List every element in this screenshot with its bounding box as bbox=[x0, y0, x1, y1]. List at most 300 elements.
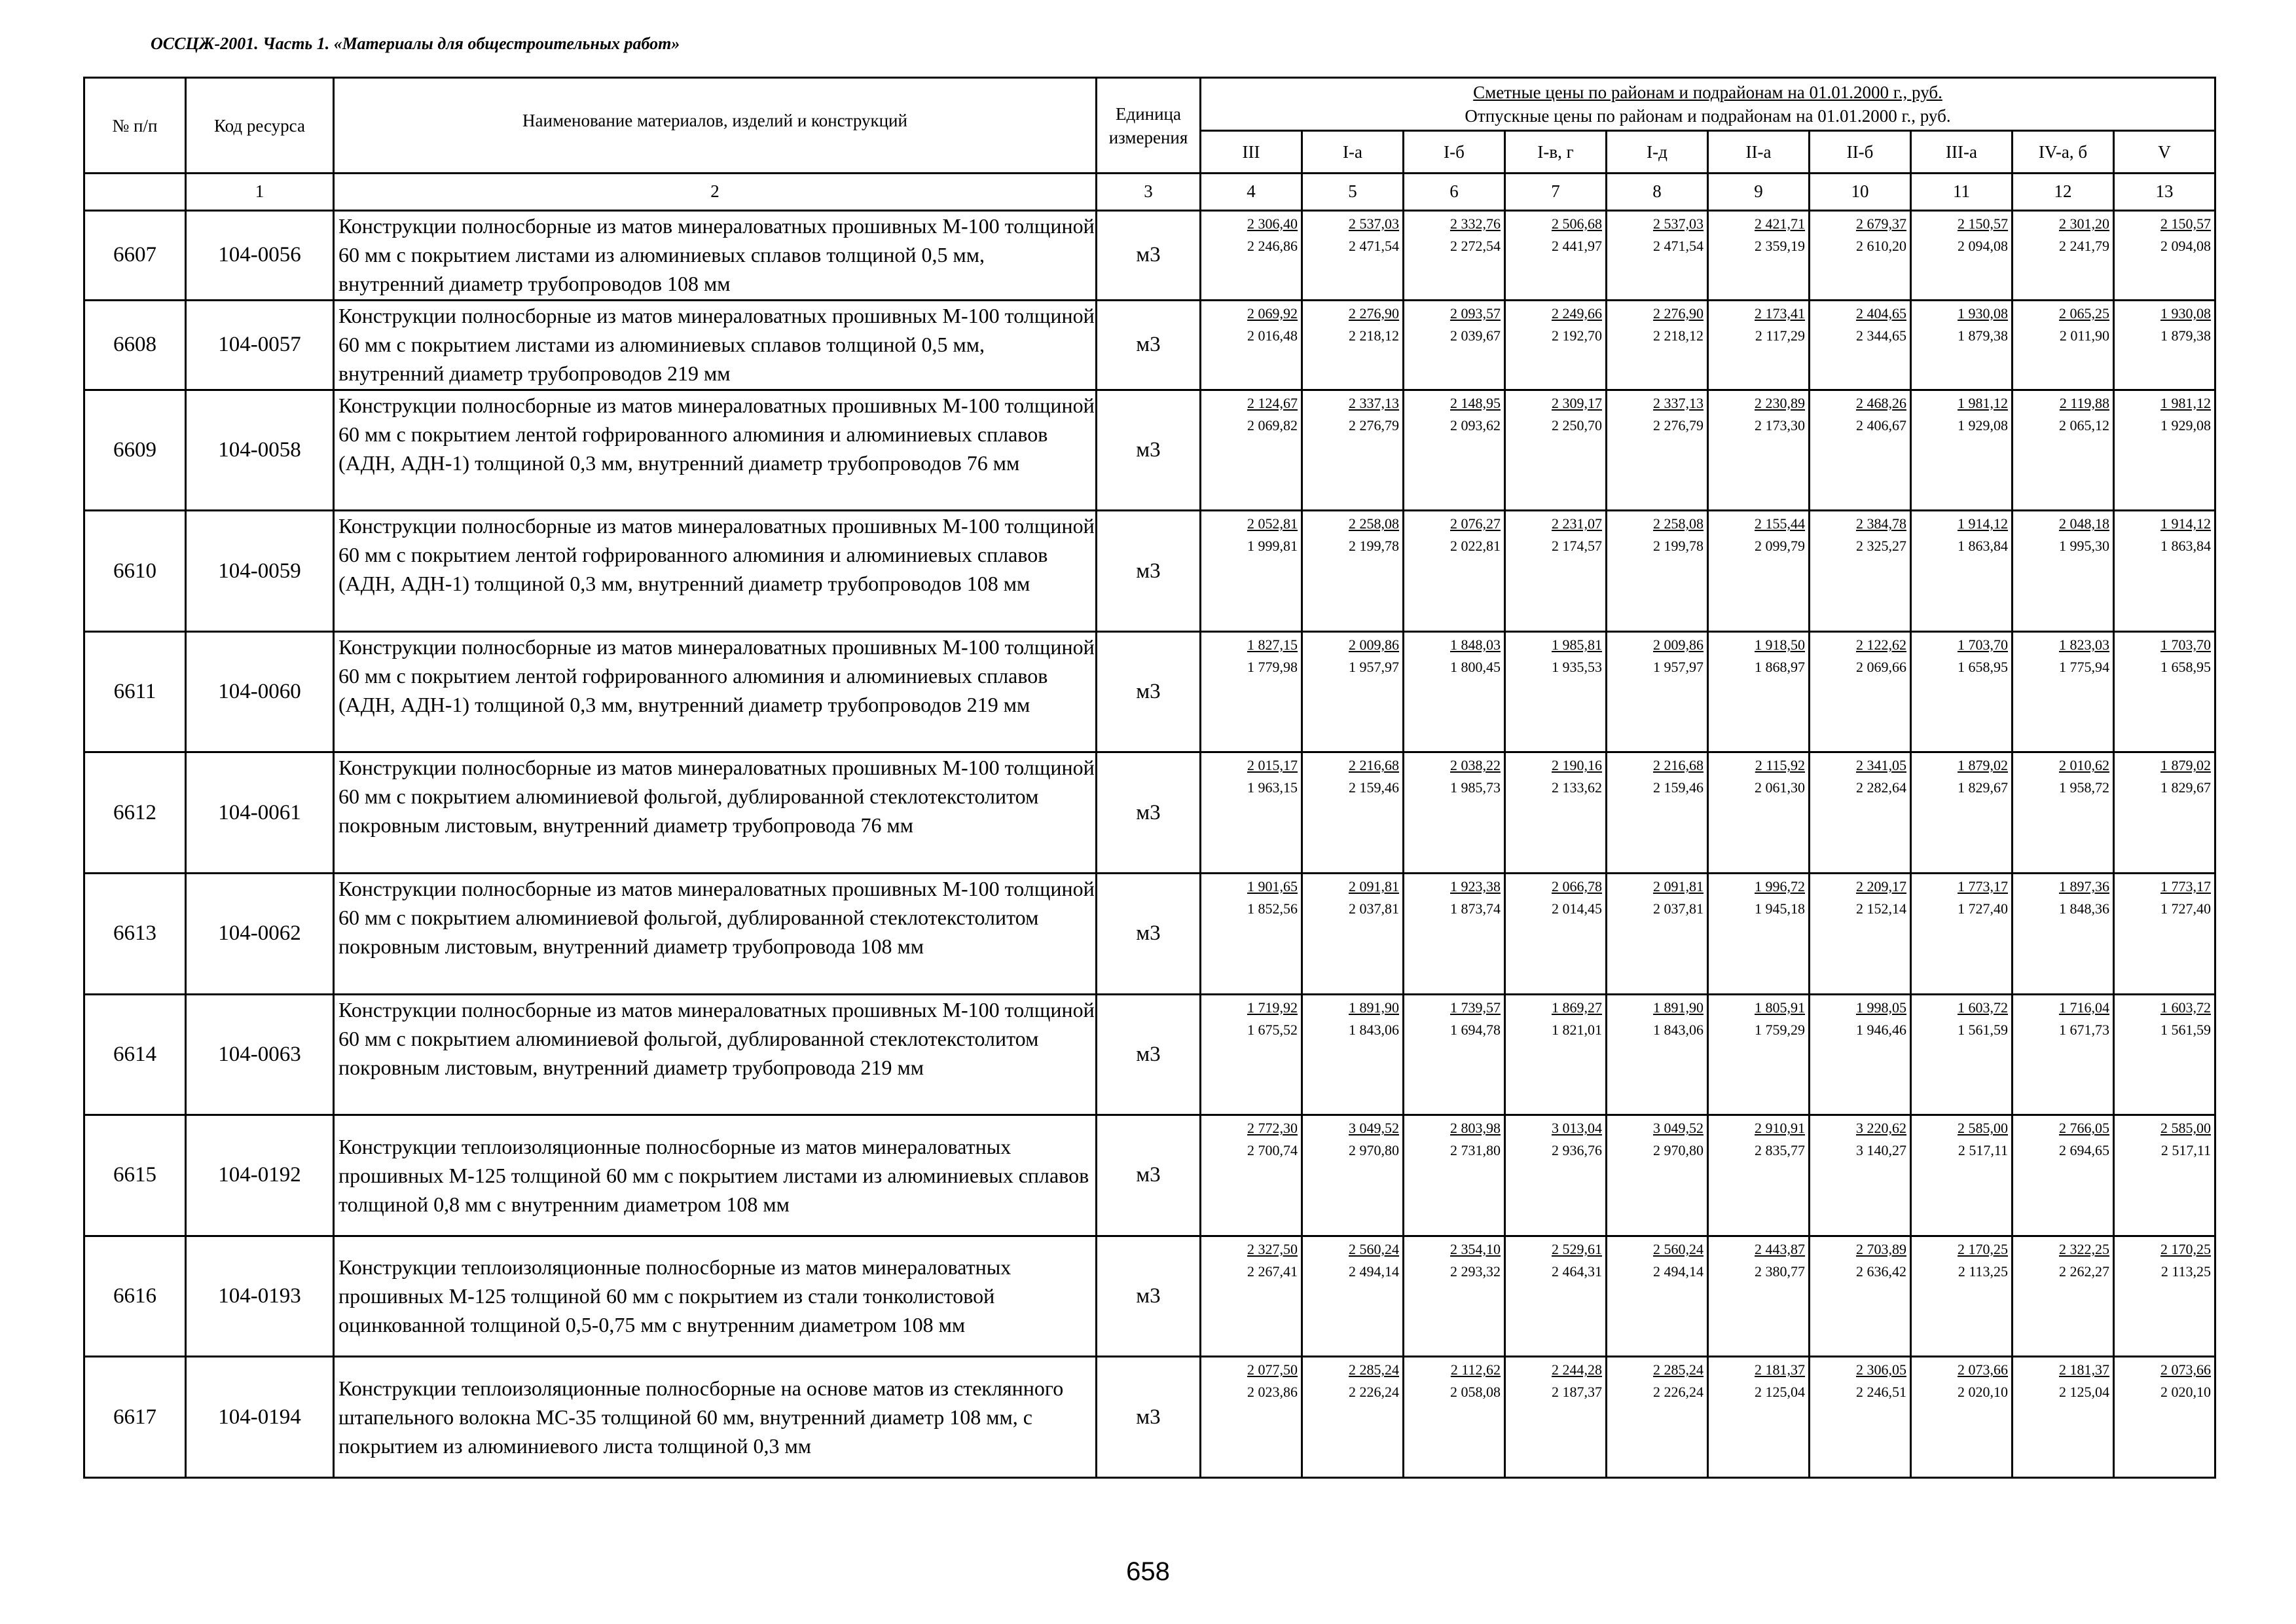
estimated-price: 1 998,05 bbox=[1856, 999, 1906, 1016]
price-cell bbox=[2013, 752, 2114, 874]
estimated-price: 2 038,22 bbox=[1450, 757, 1501, 774]
estimated-price: 2 421,71 bbox=[1755, 215, 1805, 232]
wholesale-price: 1 779,98 bbox=[1247, 658, 1298, 675]
table-row bbox=[84, 752, 2215, 874]
header-name: Наименование материалов, изделий и конструкций bbox=[334, 78, 1097, 174]
price-cell bbox=[1201, 994, 1302, 1115]
estimated-price: 2 560,24 bbox=[1653, 1240, 1704, 1257]
header-region: I-в, г bbox=[1505, 131, 1607, 174]
price-cell bbox=[1404, 210, 1505, 300]
estimated-price: 2 124,67 bbox=[1247, 394, 1298, 411]
price-cell bbox=[1911, 390, 2013, 511]
wholesale-price: 2 011,90 bbox=[2059, 327, 2109, 344]
wholesale-price: 2 094,08 bbox=[1958, 237, 2008, 254]
wholesale-price: 2 023,86 bbox=[1247, 1384, 1298, 1401]
price-cell bbox=[1708, 210, 1810, 300]
unit: м3 bbox=[1097, 1236, 1201, 1357]
column-number: 11 bbox=[1911, 174, 2013, 211]
estimated-price: 2 091,81 bbox=[1653, 877, 1704, 895]
estimated-price: 2 190,16 bbox=[1552, 757, 1602, 774]
estimated-price: 2 585,00 bbox=[2160, 1120, 2211, 1137]
price-cell bbox=[1607, 1357, 1708, 1478]
price-cell bbox=[1505, 390, 1607, 511]
price-cell bbox=[1404, 752, 1505, 874]
header-region: IV-а, б bbox=[2013, 131, 2114, 174]
estimated-price: 2 703,89 bbox=[1856, 1240, 1906, 1257]
price-cell bbox=[1607, 631, 1708, 752]
price-cell bbox=[1505, 994, 1607, 1115]
header-region: I-д bbox=[1607, 131, 1708, 174]
row-number: 6609 bbox=[84, 390, 186, 511]
wholesale-price: 2 700,74 bbox=[1247, 1142, 1298, 1159]
header-region: V bbox=[2114, 131, 2215, 174]
estimated-price: 1 848,03 bbox=[1450, 636, 1501, 653]
wholesale-price: 2 226,24 bbox=[1349, 1384, 1399, 1401]
estimated-price: 2 585,00 bbox=[1958, 1120, 2008, 1137]
wholesale-price: 1 873,74 bbox=[1450, 900, 1501, 917]
wholesale-price: 1 879,38 bbox=[2160, 327, 2211, 344]
estimated-price: 2 155,44 bbox=[1755, 515, 1805, 532]
material-name: Конструкции полносборные из матов минераловатных прошивных М-100 толщиной 60 мм с покрытием алюминиевой фольгой, дублированной стеклотекстолитом покровным листовым, внутренний диаметр трубопровода 108 мм bbox=[334, 873, 1097, 994]
row-number: 6607 bbox=[84, 210, 186, 300]
wholesale-price: 2 246,51 bbox=[1856, 1384, 1906, 1401]
wholesale-price: 2 325,27 bbox=[1856, 538, 1906, 555]
wholesale-price: 1 675,52 bbox=[1247, 1021, 1298, 1038]
estimated-price: 2 048,18 bbox=[2059, 515, 2109, 532]
wholesale-price: 3 140,27 bbox=[1856, 1142, 1906, 1159]
estimated-price: 2 276,90 bbox=[1349, 304, 1399, 322]
estimated-price: 2 301,20 bbox=[2059, 215, 2109, 232]
estimated-price: 1 914,12 bbox=[2160, 515, 2211, 532]
estimated-price: 2 910,91 bbox=[1755, 1120, 1805, 1137]
wholesale-price: 2 835,77 bbox=[1755, 1142, 1805, 1159]
price-cell bbox=[1302, 1115, 1404, 1236]
wholesale-price: 2 276,79 bbox=[1653, 416, 1704, 434]
estimated-price: 2 337,13 bbox=[1349, 394, 1399, 411]
price-cell bbox=[1201, 300, 1302, 390]
price-cell bbox=[1505, 873, 1607, 994]
estimated-price: 3 013,04 bbox=[1552, 1120, 1602, 1137]
unit: м3 bbox=[1097, 1115, 1201, 1236]
price-cell bbox=[1505, 300, 1607, 390]
header-prices-estimated: Сметные цены по районам и подрайонам на 01.01.2000 г., руб. bbox=[1473, 83, 1942, 103]
estimated-price: 1 879,02 bbox=[1958, 757, 2008, 774]
estimated-price: 2 766,05 bbox=[2059, 1120, 2109, 1137]
price-cell bbox=[2114, 1236, 2215, 1357]
wholesale-price: 1 759,29 bbox=[1755, 1021, 1805, 1038]
table-row bbox=[84, 873, 2215, 994]
estimated-price: 1 981,12 bbox=[1958, 394, 2008, 411]
estimated-price: 2 181,37 bbox=[2059, 1361, 2109, 1378]
estimated-price: 2 772,30 bbox=[1247, 1120, 1298, 1137]
wholesale-price: 2 037,81 bbox=[1653, 900, 1704, 917]
price-cell bbox=[1810, 390, 1911, 511]
resource-code: 104-0058 bbox=[186, 390, 334, 511]
estimated-price: 1 985,81 bbox=[1552, 636, 1602, 653]
wholesale-price: 2 133,62 bbox=[1552, 779, 1602, 796]
resource-code: 104-0062 bbox=[186, 873, 334, 994]
estimated-price: 1 773,17 bbox=[1958, 877, 2008, 895]
estimated-price: 2 230,89 bbox=[1755, 394, 1805, 411]
wholesale-price: 2 441,97 bbox=[1552, 237, 1602, 254]
table-row bbox=[84, 1115, 2215, 1236]
column-number: 2 bbox=[334, 174, 1097, 211]
unit: м3 bbox=[1097, 511, 1201, 632]
wholesale-price: 2 094,08 bbox=[2160, 237, 2211, 254]
price-cell bbox=[1607, 1115, 1708, 1236]
estimated-price: 2 122,62 bbox=[1856, 636, 1906, 653]
price-cell bbox=[1201, 752, 1302, 874]
estimated-price: 2 077,50 bbox=[1247, 1361, 1298, 1378]
price-cell bbox=[1302, 873, 1404, 994]
wholesale-price: 2 199,78 bbox=[1653, 538, 1704, 555]
price-cell bbox=[2114, 210, 2215, 300]
wholesale-price: 1 945,18 bbox=[1755, 900, 1805, 917]
estimated-price: 1 603,72 bbox=[2160, 999, 2211, 1016]
estimated-price: 1 918,50 bbox=[1755, 636, 1805, 653]
estimated-price: 2 209,17 bbox=[1856, 877, 1906, 895]
price-cell bbox=[1302, 631, 1404, 752]
estimated-price: 1 719,92 bbox=[1247, 999, 1298, 1016]
table-row bbox=[84, 210, 2215, 300]
header-num: № п/п bbox=[84, 78, 186, 174]
resource-code: 104-0056 bbox=[186, 210, 334, 300]
wholesale-price: 1 694,78 bbox=[1450, 1021, 1501, 1038]
estimated-price: 2 537,03 bbox=[1653, 215, 1704, 232]
price-cell bbox=[2114, 994, 2215, 1115]
wholesale-price: 2 069,66 bbox=[1856, 658, 1906, 675]
price-table bbox=[83, 77, 2216, 1479]
table-row bbox=[84, 511, 2215, 632]
estimated-price: 1 703,70 bbox=[2160, 636, 2211, 653]
row-number: 6608 bbox=[84, 300, 186, 390]
resource-code: 104-0193 bbox=[186, 1236, 334, 1357]
row-number: 6614 bbox=[84, 994, 186, 1115]
estimated-price: 1 891,90 bbox=[1653, 999, 1704, 1016]
material-name: Конструкции полносборные из матов минераловатных прошивных М-100 толщиной 60 мм с покрытием лентой гофрированного алюминия и алюминиевых сплавов (АДН, АДН-1) толщиной 0,3 мм, внутренний диаметр трубопроводов 219 мм bbox=[334, 631, 1097, 752]
price-cell bbox=[1810, 873, 1911, 994]
estimated-price: 2 384,78 bbox=[1856, 515, 1906, 532]
wholesale-price: 2 464,31 bbox=[1552, 1263, 1602, 1280]
estimated-price: 1 805,91 bbox=[1755, 999, 1805, 1016]
estimated-price: 2 276,90 bbox=[1653, 304, 1704, 322]
column-number: 8 bbox=[1607, 174, 1708, 211]
wholesale-price: 2 970,80 bbox=[1653, 1142, 1704, 1159]
estimated-price: 2 076,27 bbox=[1450, 515, 1501, 532]
estimated-price: 1 901,65 bbox=[1247, 877, 1298, 895]
wholesale-price: 2 174,57 bbox=[1552, 538, 1602, 555]
material-name: Конструкции теплоизоляционные полносборные из матов минераловатных прошивных М-125 толщиной 60 мм с покрытием из стали тонколистовой оцинкованной толщиной 0,5-0,75 мм с внутренним диаметром 108 мм bbox=[334, 1236, 1097, 1357]
wholesale-price: 1 561,59 bbox=[2160, 1021, 2211, 1038]
wholesale-price: 1 843,06 bbox=[1349, 1021, 1399, 1038]
unit: м3 bbox=[1097, 752, 1201, 874]
unit: м3 bbox=[1097, 631, 1201, 752]
estimated-price: 3 220,62 bbox=[1856, 1120, 1906, 1137]
price-cell bbox=[1404, 994, 1505, 1115]
wholesale-price: 2 173,30 bbox=[1755, 416, 1805, 434]
price-cell bbox=[1404, 873, 1505, 994]
wholesale-price: 2 494,14 bbox=[1349, 1263, 1399, 1280]
estimated-price: 1 897,36 bbox=[2059, 877, 2109, 895]
price-cell bbox=[1911, 631, 2013, 752]
estimated-price: 1 923,38 bbox=[1450, 877, 1501, 895]
price-cell bbox=[1302, 390, 1404, 511]
wholesale-price: 1 829,67 bbox=[1958, 779, 2008, 796]
estimated-price: 2 529,61 bbox=[1552, 1240, 1602, 1257]
estimated-price: 2 341,05 bbox=[1856, 757, 1906, 774]
wholesale-price: 1 957,97 bbox=[1653, 658, 1704, 675]
price-cell bbox=[1708, 994, 1810, 1115]
wholesale-price: 2 406,67 bbox=[1856, 416, 1906, 434]
wholesale-price: 2 125,04 bbox=[1755, 1384, 1805, 1401]
estimated-price: 2 119,88 bbox=[2059, 394, 2109, 411]
estimated-price: 2 560,24 bbox=[1349, 1240, 1399, 1257]
wholesale-price: 2 471,54 bbox=[1653, 237, 1704, 254]
wholesale-price: 2 267,41 bbox=[1247, 1263, 1298, 1280]
estimated-price: 1 773,17 bbox=[2160, 877, 2211, 895]
wholesale-price: 2 099,79 bbox=[1755, 538, 1805, 555]
price-cell bbox=[1505, 1115, 1607, 1236]
estimated-price: 2 285,24 bbox=[1349, 1361, 1399, 1378]
price-cell bbox=[1708, 511, 1810, 632]
price-cell bbox=[1607, 210, 1708, 300]
column-number: 10 bbox=[1810, 174, 1911, 211]
wholesale-price: 2 192,70 bbox=[1552, 327, 1602, 344]
price-cell bbox=[2013, 511, 2114, 632]
price-cell bbox=[2013, 1357, 2114, 1478]
wholesale-price: 2 517,11 bbox=[1958, 1142, 2008, 1159]
estimated-price: 2 803,98 bbox=[1450, 1120, 1501, 1137]
wholesale-price: 1 852,56 bbox=[1247, 900, 1298, 917]
price-cell bbox=[1302, 300, 1404, 390]
price-cell bbox=[1607, 300, 1708, 390]
wholesale-price: 1 658,95 bbox=[2160, 658, 2211, 675]
wholesale-price: 2 152,14 bbox=[1856, 900, 1906, 917]
wholesale-price: 1 995,30 bbox=[2059, 538, 2109, 555]
column-number: 7 bbox=[1505, 174, 1607, 211]
estimated-price: 2 112,62 bbox=[1450, 1361, 1501, 1378]
price-cell bbox=[1708, 1115, 1810, 1236]
wholesale-price: 2 069,82 bbox=[1247, 416, 1298, 434]
estimated-price: 2 181,37 bbox=[1755, 1361, 1805, 1378]
resource-code: 104-0059 bbox=[186, 511, 334, 632]
price-cell bbox=[1505, 752, 1607, 874]
estimated-price: 1 869,27 bbox=[1552, 999, 1602, 1016]
estimated-price: 2 093,57 bbox=[1450, 304, 1501, 322]
price-cell bbox=[1404, 1236, 1505, 1357]
price-cell bbox=[1810, 300, 1911, 390]
estimated-price: 2 170,25 bbox=[1958, 1240, 2008, 1257]
wholesale-price: 1 800,45 bbox=[1450, 658, 1501, 675]
wholesale-price: 2 065,12 bbox=[2059, 416, 2109, 434]
price-cell bbox=[2114, 631, 2215, 752]
wholesale-price: 2 061,30 bbox=[1755, 779, 1805, 796]
material-name: Конструкции полносборные из матов минераловатных прошивных М-100 толщиной 60 мм с покрытием листами из алюминиевых сплавов толщиной 0,5 мм, внутренний диаметр трубопроводов 219 мм bbox=[334, 300, 1097, 390]
material-name: Конструкции полносборные из матов минераловатных прошивных М-100 толщиной 60 мм с покрытием алюминиевой фольгой, дублированной стеклотекстолитом покровным листовым, внутренний диаметр трубопровода 76 мм bbox=[334, 752, 1097, 874]
wholesale-price: 2 113,25 bbox=[2160, 1263, 2211, 1280]
price-cell bbox=[2114, 511, 2215, 632]
wholesale-price: 1 868,97 bbox=[1755, 658, 1805, 675]
estimated-price: 2 468,26 bbox=[1856, 394, 1906, 411]
price-cell bbox=[1810, 994, 1911, 1115]
wholesale-price: 2 199,78 bbox=[1349, 538, 1399, 555]
price-cell bbox=[1505, 511, 1607, 632]
price-cell bbox=[2013, 631, 2114, 752]
estimated-price: 2 306,40 bbox=[1247, 215, 1298, 232]
wholesale-price: 2 159,46 bbox=[1349, 779, 1399, 796]
wholesale-price: 1 561,59 bbox=[1958, 1021, 2008, 1038]
price-cell bbox=[1911, 300, 2013, 390]
estimated-price: 2 404,65 bbox=[1856, 304, 1906, 322]
wholesale-price: 1 843,06 bbox=[1653, 1021, 1704, 1038]
estimated-price: 3 049,52 bbox=[1653, 1120, 1704, 1137]
wholesale-price: 1 957,97 bbox=[1349, 658, 1399, 675]
unit: м3 bbox=[1097, 210, 1201, 300]
wholesale-price: 2 610,20 bbox=[1856, 237, 1906, 254]
wholesale-price: 2 039,67 bbox=[1450, 327, 1501, 344]
estimated-price: 1 827,15 bbox=[1247, 636, 1298, 653]
wholesale-price: 1 821,01 bbox=[1552, 1021, 1602, 1038]
wholesale-price: 2 241,79 bbox=[2059, 237, 2109, 254]
wholesale-price: 1 963,15 bbox=[1247, 779, 1298, 796]
table-row bbox=[84, 1357, 2215, 1478]
row-number: 6612 bbox=[84, 752, 186, 874]
price-cell bbox=[2114, 1357, 2215, 1478]
header-region: II-б bbox=[1810, 131, 1911, 174]
wholesale-price: 2 113,25 bbox=[1958, 1263, 2008, 1280]
price-cell bbox=[1505, 631, 1607, 752]
estimated-price: 1 716,04 bbox=[2059, 999, 2109, 1016]
price-cell bbox=[1607, 873, 1708, 994]
material-name: Конструкции полносборные из матов минераловатных прошивных М-100 толщиной 60 мм с покрытием листами из алюминиевых сплавов толщиной 0,5 мм, внутренний диаметр трубопроводов 108 мм bbox=[334, 210, 1097, 300]
estimated-price: 2 249,66 bbox=[1552, 304, 1602, 322]
estimated-price: 2 065,25 bbox=[2059, 304, 2109, 322]
wholesale-price: 2 471,54 bbox=[1349, 237, 1399, 254]
wholesale-price: 2 262,27 bbox=[2059, 1263, 2109, 1280]
estimated-price: 1 981,12 bbox=[2160, 394, 2211, 411]
row-number: 6616 bbox=[84, 1236, 186, 1357]
page-number: 658 bbox=[1126, 1557, 1170, 1586]
price-cell bbox=[1201, 1115, 1302, 1236]
price-cell bbox=[1404, 1115, 1505, 1236]
price-cell bbox=[1505, 210, 1607, 300]
wholesale-price: 2 016,48 bbox=[1247, 327, 1298, 344]
wholesale-price: 2 125,04 bbox=[2059, 1384, 2109, 1401]
estimated-price: 2 309,17 bbox=[1552, 394, 1602, 411]
table-row bbox=[84, 300, 2215, 390]
price-cell bbox=[2114, 300, 2215, 390]
price-cell bbox=[1708, 1357, 1810, 1478]
price-cell bbox=[1404, 300, 1505, 390]
price-cell bbox=[1911, 752, 2013, 874]
wholesale-price: 2 093,62 bbox=[1450, 416, 1501, 434]
resource-code: 104-0063 bbox=[186, 994, 334, 1115]
estimated-price: 1 914,12 bbox=[1958, 515, 2008, 532]
price-cell bbox=[2114, 390, 2215, 511]
estimated-price: 2 173,41 bbox=[1755, 304, 1805, 322]
row-number: 6611 bbox=[84, 631, 186, 752]
resource-code: 104-0057 bbox=[186, 300, 334, 390]
price-cell bbox=[2013, 390, 2114, 511]
column-number: 13 bbox=[2114, 174, 2215, 211]
price-cell bbox=[1607, 994, 1708, 1115]
column-number: 4 bbox=[1201, 174, 1302, 211]
resource-code: 104-0061 bbox=[186, 752, 334, 874]
price-cell bbox=[1302, 511, 1404, 632]
estimated-price: 2 015,17 bbox=[1247, 757, 1298, 774]
price-cell bbox=[2013, 994, 2114, 1115]
estimated-price: 2 091,81 bbox=[1349, 877, 1399, 895]
header-region: III-а bbox=[1911, 131, 2013, 174]
column-number: 9 bbox=[1708, 174, 1810, 211]
wholesale-price: 2 293,32 bbox=[1450, 1263, 1501, 1280]
wholesale-price: 2 159,46 bbox=[1653, 779, 1704, 796]
price-cell bbox=[2114, 752, 2215, 874]
wholesale-price: 1 863,84 bbox=[1958, 538, 2008, 555]
wholesale-price: 2 636,42 bbox=[1856, 1263, 1906, 1280]
estimated-price: 1 930,08 bbox=[1958, 304, 2008, 322]
wholesale-price: 2 117,29 bbox=[1755, 327, 1805, 344]
wholesale-price: 1 848,36 bbox=[2059, 900, 2109, 917]
unit: м3 bbox=[1097, 1357, 1201, 1478]
column-number-empty bbox=[84, 174, 186, 211]
column-number: 6 bbox=[1404, 174, 1505, 211]
wholesale-price: 2 359,19 bbox=[1755, 237, 1805, 254]
unit: м3 bbox=[1097, 300, 1201, 390]
price-cell bbox=[1708, 631, 1810, 752]
unit: м3 bbox=[1097, 873, 1201, 994]
price-cell bbox=[1505, 1357, 1607, 1478]
material-name: Конструкции теплоизоляционные полносборные из матов минераловатных прошивных М-125 толщиной 60 мм с покрытием листами из алюминиевых сплавов толщиной 0,8 мм с внутренним диаметром 108 мм bbox=[334, 1115, 1097, 1236]
wholesale-price: 2 020,10 bbox=[1958, 1384, 2008, 1401]
estimated-price: 2 354,10 bbox=[1450, 1240, 1501, 1257]
price-cell bbox=[2013, 873, 2114, 994]
estimated-price: 2 009,86 bbox=[1349, 636, 1399, 653]
header-region: II-а bbox=[1708, 131, 1810, 174]
resource-code: 104-0192 bbox=[186, 1115, 334, 1236]
wholesale-price: 1 929,08 bbox=[2160, 416, 2211, 434]
estimated-price: 1 891,90 bbox=[1349, 999, 1399, 1016]
row-number: 6615 bbox=[84, 1115, 186, 1236]
price-cell bbox=[1607, 752, 1708, 874]
price-cell bbox=[1404, 1357, 1505, 1478]
wholesale-price: 2 037,81 bbox=[1349, 900, 1399, 917]
material-name: Конструкции полносборные из матов минераловатных прошивных М-100 толщиной 60 мм с покрытием лентой гофрированного алюминия и алюминиевых сплавов (АДН, АДН-1) толщиной 0,3 мм, внутренний диаметр трубопроводов 108 мм bbox=[334, 511, 1097, 632]
wholesale-price: 2 014,45 bbox=[1552, 900, 1602, 917]
document-header: ОССЦЖ-2001. Часть 1. «Материалы для общестроительных работ» bbox=[151, 34, 680, 53]
row-number: 6613 bbox=[84, 873, 186, 994]
estimated-price: 1 823,03 bbox=[2059, 636, 2109, 653]
price-cell bbox=[1607, 1236, 1708, 1357]
wholesale-price: 1 671,73 bbox=[2059, 1021, 2109, 1038]
wholesale-price: 2 380,77 bbox=[1755, 1263, 1805, 1280]
header-region: I-а bbox=[1302, 131, 1404, 174]
price-cell bbox=[1708, 390, 1810, 511]
wholesale-price: 2 272,54 bbox=[1450, 237, 1501, 254]
estimated-price: 2 216,68 bbox=[1349, 757, 1399, 774]
estimated-price: 2 332,76 bbox=[1450, 215, 1501, 232]
price-cell bbox=[2013, 300, 2114, 390]
price-cell bbox=[1302, 752, 1404, 874]
table-row bbox=[84, 1236, 2215, 1357]
header-region: III bbox=[1201, 131, 1302, 174]
wholesale-price: 2 276,79 bbox=[1349, 416, 1399, 434]
estimated-price: 2 216,68 bbox=[1653, 757, 1704, 774]
price-cell bbox=[2114, 873, 2215, 994]
wholesale-price: 2 494,14 bbox=[1653, 1263, 1704, 1280]
wholesale-price: 2 517,11 bbox=[2160, 1142, 2211, 1159]
estimated-price: 2 337,13 bbox=[1653, 394, 1704, 411]
